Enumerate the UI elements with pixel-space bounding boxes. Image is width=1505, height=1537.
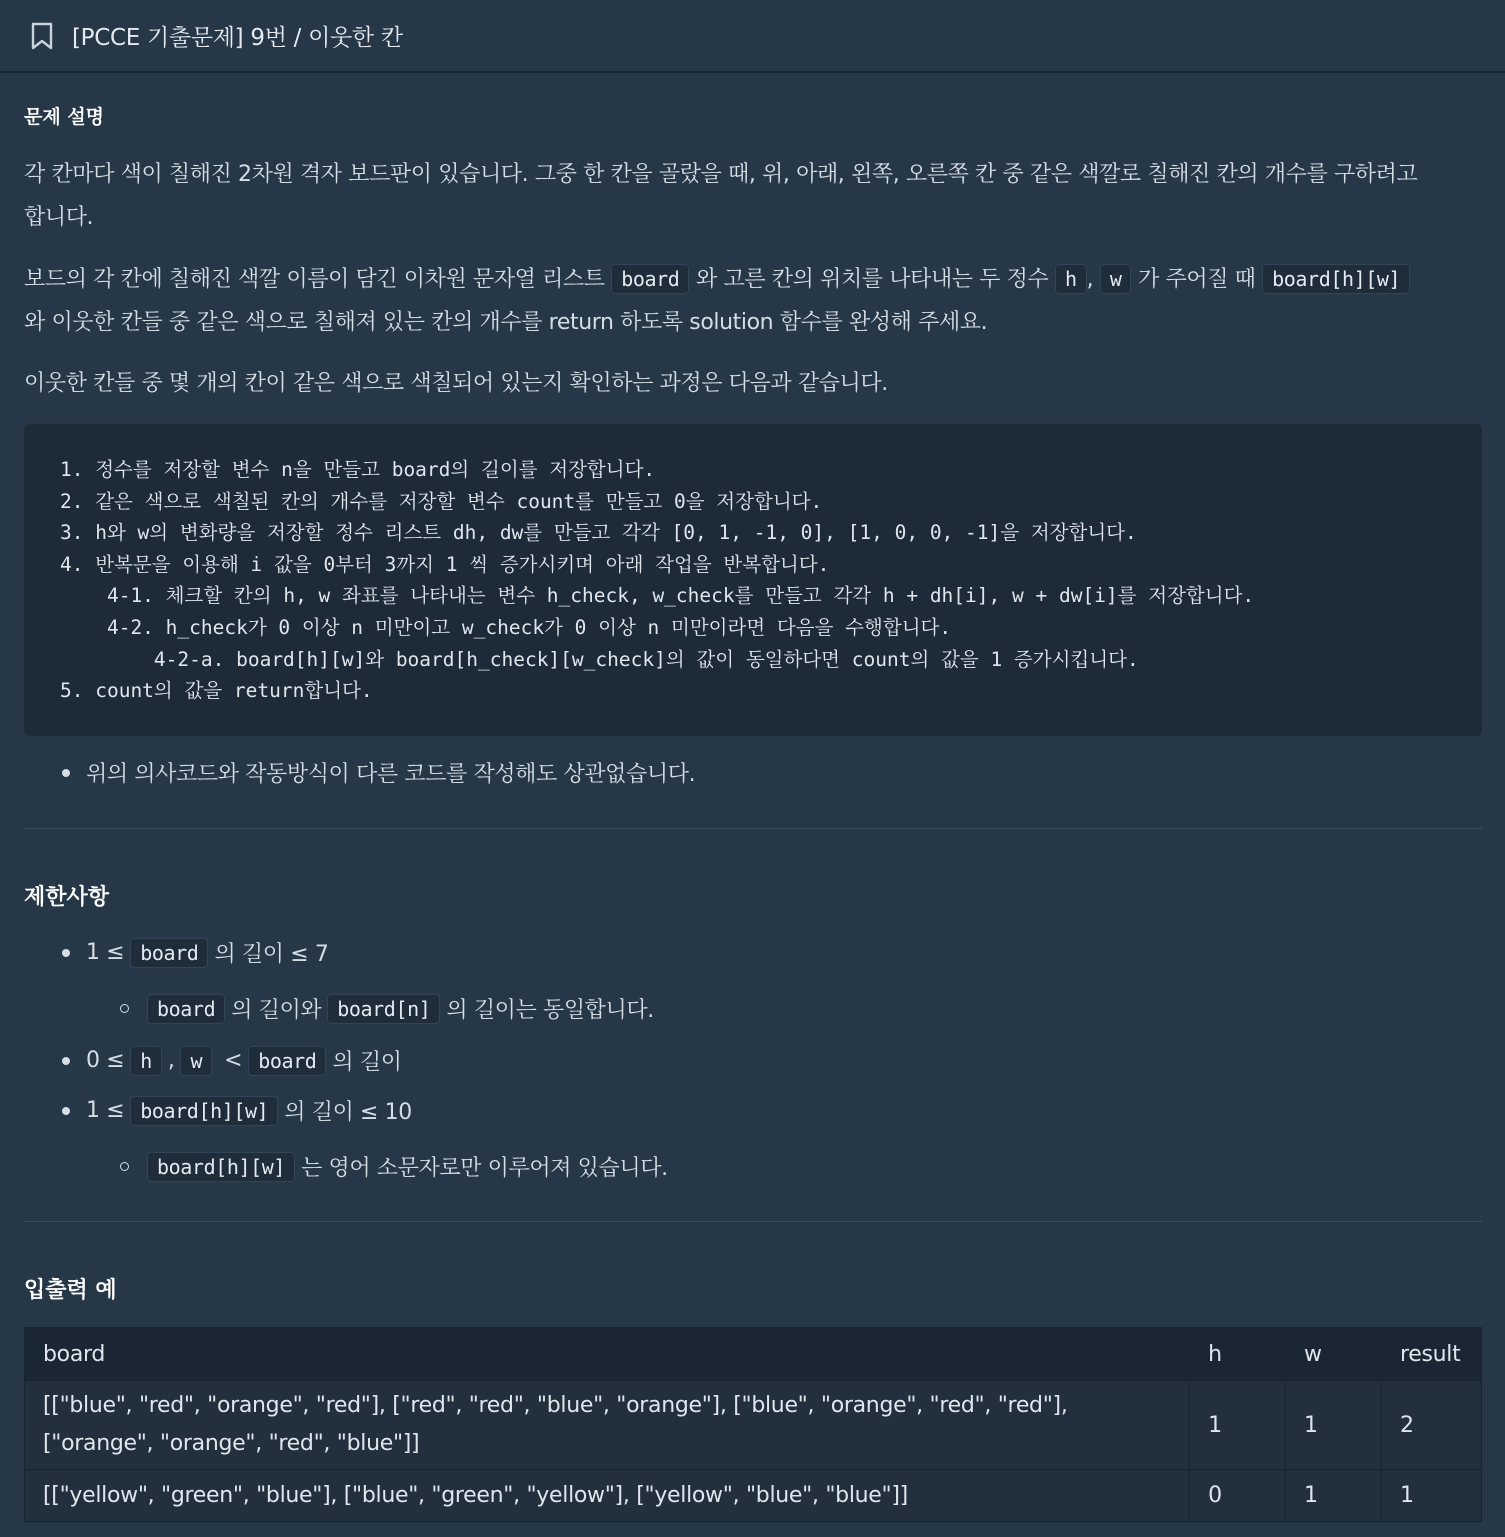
description-heading: 문제 설명 bbox=[24, 106, 105, 128]
comma: , bbox=[1086, 267, 1094, 292]
para2-text2: 와 고른 칸의 위치를 나타내는 두 정수 bbox=[696, 267, 1049, 292]
column-header-board: board bbox=[25, 1328, 1190, 1381]
cell-w: 1 bbox=[1286, 1381, 1382, 1470]
description-para1-line1: 각 칸마다 색이 칠해진 2차원 격자 보드판이 있습니다. 그중 한 칸을 골랐을 때, 위, 아래, 왼쪽, 오른쪽 칸 중 같은 색깔로 칠해진 칸의 개수를 구하려고 bbox=[24, 162, 1418, 187]
cell-result: 2 bbox=[1381, 1381, 1481, 1470]
pseudocode-line: 3. h와 w의 변화량을 저장할 정수 리스트 dh, dw를 만들고 각각 [0, 1, -1, 0], [1, 0, 0, -1]을 저장합니다. bbox=[60, 521, 1137, 545]
pseudocode-line: 4. 반복문을 이용해 i 값을 0부터 3까지 1 씩 증가시키며 아래 작업을 반복합니다. bbox=[60, 552, 830, 576]
column-header-w: w bbox=[1286, 1328, 1382, 1381]
divider bbox=[24, 1221, 1482, 1222]
cell-board: [["blue", "red", "orange", "red"], ["red", "red", "blue", "orange"], ["blue", "orange", "red", "red"], ["orange", "orange", "red", "blue"]] bbox=[25, 1381, 1190, 1470]
table-row bbox=[25, 1381, 1482, 1470]
table-header-row bbox=[25, 1328, 1482, 1381]
note-bullet bbox=[62, 757, 695, 788]
constraint-subitem: board 의 길이와 board[n] 의 길이는 동일합니다. bbox=[120, 993, 654, 1024]
bullet-dot-icon bbox=[62, 949, 70, 957]
column-header-h: h bbox=[1190, 1328, 1286, 1381]
pseudocode-line: 5. count의 값을 return합니다. bbox=[60, 679, 373, 703]
examples-heading: 입출력 예 bbox=[24, 1278, 117, 1303]
column-header-result: result bbox=[1381, 1328, 1481, 1381]
pseudocode-line: 2. 같은 색으로 색칠된 칸의 개수를 저장할 변수 count를 만들고 0을 저장합니다. bbox=[60, 489, 823, 513]
table-row bbox=[25, 1470, 1482, 1522]
description-para2-line2: 와 이웃한 칸들 중 같은 색으로 칠해져 있는 칸의 개수를 return 하도록 solution 함수를 완성해 주세요. bbox=[24, 310, 988, 335]
cell-board: [["yellow", "green", "blue"], ["blue", "green", "yellow"], ["yellow", "blue", "blue"]] bbox=[25, 1470, 1190, 1522]
inline-code-board: board bbox=[611, 264, 689, 294]
cell-w: 1 bbox=[1286, 1470, 1382, 1522]
bookmark-icon[interactable] bbox=[30, 22, 54, 50]
constraint-item: 1 ≤ board 의 길이 ≤ 7 bbox=[62, 937, 328, 968]
description-para2-line1 bbox=[24, 258, 1410, 301]
problem-header bbox=[0, 0, 1505, 73]
cell-result: 1 bbox=[1381, 1470, 1481, 1522]
constraint-item: 0 ≤ h , w < board 의 길이 bbox=[62, 1045, 402, 1076]
inline-code-h: h bbox=[1055, 264, 1087, 294]
bullet-dot-icon bbox=[62, 1057, 70, 1065]
pseudocode-line: 4-2-a. board[h][w]와 board[h_check][w_check]의 값이 동일하다면 count의 값을 1 증가시킵니다. bbox=[60, 647, 1139, 671]
para2-text3: 가 주어질 때 bbox=[1138, 267, 1256, 292]
pseudocode-line: 1. 정수를 저장할 변수 n을 만들고 board의 길이를 저장합니다. bbox=[60, 458, 656, 481]
page-title: [PCCE 기출문제] 9번 / 이웃한 칸 bbox=[72, 25, 403, 51]
pseudocode-block bbox=[24, 424, 1482, 736]
bullet-circle-icon bbox=[120, 1004, 129, 1013]
inline-code-w: w bbox=[1100, 264, 1132, 294]
para2-text1: 보드의 각 칸에 칠해진 색깔 이름이 담긴 이차원 문자열 리스트 bbox=[24, 267, 605, 292]
description-para1-line2: 합니다. bbox=[24, 205, 94, 230]
description-para3: 이웃한 칸들 중 몇 개의 칸이 같은 색으로 색칠되어 있는지 확인하는 과정은 다음과 같습니다. bbox=[24, 371, 888, 396]
constraints-heading: 제한사항 bbox=[24, 885, 110, 910]
bullet-dot-icon bbox=[62, 1107, 70, 1115]
cell-h: 0 bbox=[1190, 1470, 1286, 1522]
note-text: 위의 의사코드와 작동방식이 다른 코드를 작성해도 상관없습니다. bbox=[86, 762, 696, 787]
cell-h: 1 bbox=[1190, 1381, 1286, 1470]
bullet-dot-icon bbox=[62, 769, 70, 777]
pseudocode-line: 4-2. h_check가 0 이상 n 미만이고 w_check가 0 이상 n 미만이라면 다음을 수행합니다. bbox=[60, 615, 952, 639]
bullet-circle-icon bbox=[120, 1162, 129, 1171]
inline-code-board-hw: board[h][w] bbox=[1262, 264, 1410, 294]
constraint-item: 1 ≤ board[h][w] 의 길이 ≤ 10 bbox=[62, 1095, 412, 1126]
examples-table bbox=[24, 1327, 1482, 1522]
divider bbox=[24, 828, 1482, 829]
constraint-subitem: board[h][w] 는 영어 소문자로만 이루어져 있습니다. bbox=[120, 1151, 668, 1182]
pseudocode-line: 4-1. 체크할 칸의 h, w 좌표를 나타내는 변수 h_check, w_check를 만들고 각각 h + dh[i], w + dw[i]를 저장합니다. bbox=[60, 584, 1255, 608]
